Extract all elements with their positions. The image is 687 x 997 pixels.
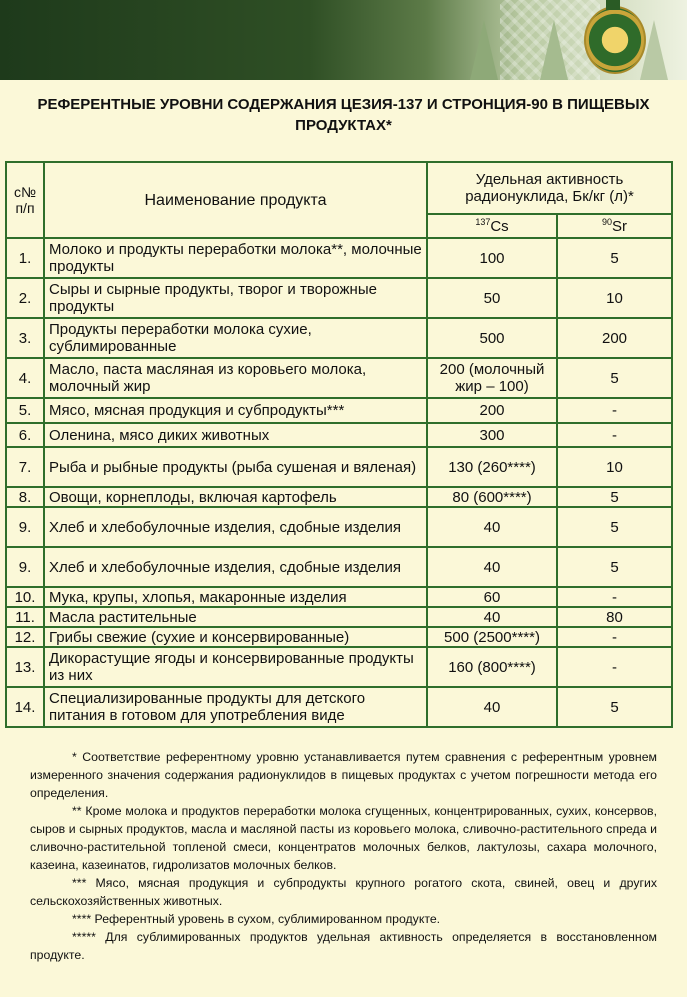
cs137-value: 130 (260****) (427, 447, 557, 487)
emblem-logo (584, 6, 646, 74)
row-number: 1. (6, 238, 44, 278)
table-row (6, 238, 672, 278)
row-number: 10. (6, 587, 44, 607)
row-number: 3. (6, 318, 44, 358)
column-header-cs137 (427, 214, 557, 238)
fir-tree-decoration (540, 20, 568, 80)
table-row (6, 358, 672, 398)
row-number: 4. (6, 358, 44, 398)
cs137-value: 50 (427, 278, 557, 318)
footnote: ***** Для сублимированных продуктов удельная активность определяется в восстановленном продукте. (30, 930, 657, 962)
cs137-value: 200 (молочный жир – 100) (427, 358, 557, 398)
product-name: Продукты переработки молока сухие, сублимированные (44, 318, 427, 358)
row-number: 5. (6, 398, 44, 423)
column-header-product: Наименование продукта (44, 162, 427, 238)
sr90-value: 5 (557, 547, 672, 587)
product-name: Рыба и рыбные продукты (рыба сушеная и вяленая) (44, 447, 427, 487)
row-number: 13. (6, 647, 44, 687)
footnotes (30, 748, 657, 964)
header-banner (0, 0, 687, 80)
footnote: ** Кроме молока и продуктов переработки молока сгущенных, концентрированных, сухих, консервов, сыров и сырных продуктов, масла и масляной пасты из коровьего молока, сливочно-растительного спреда и сливочно-растительной топленой смеси, концентратов молочных белков, лактулозы, сахара молочного, казеина, казеинатов, гидролизатов молочных белков. (30, 804, 657, 872)
sr90-value: 200 (557, 318, 672, 358)
cs-mass-number: 137 (475, 216, 491, 227)
table-row (6, 398, 672, 423)
sr90-value: - (557, 647, 672, 687)
product-name: Масла растительные (44, 607, 427, 627)
cs137-value: 40 (427, 507, 557, 547)
product-name: Сыры и сырные продукты, творог и творожные продукты (44, 278, 427, 318)
footnote: *** Мясо, мясная продукция и субпродукты крупного рогатого скота, свиней, овец и других сельскохозяйственных животных. (30, 876, 657, 908)
product-name: Дикорастущие ягоды и консервированные продукты из них (44, 647, 427, 687)
sr90-value: - (557, 423, 672, 447)
emblem-ribbon (606, 0, 620, 10)
cs137-value: 40 (427, 547, 557, 587)
row-number: 2. (6, 278, 44, 318)
cs137-value: 80 (600****) (427, 487, 557, 507)
sr90-value: 5 (557, 687, 672, 727)
sr-symbol: Sr (612, 217, 627, 235)
sr90-value: - (557, 398, 672, 423)
product-name: Масло, паста масляная из коровьего молока, молочный жир (44, 358, 427, 398)
footnote: **** Референтный уровень в сухом, сублимированном продукте. (72, 912, 441, 926)
sr90-value: 5 (557, 358, 672, 398)
table-row (6, 687, 672, 727)
cs137-value: 40 (427, 607, 557, 627)
table-row (6, 607, 672, 627)
cs137-value: 160 (800****) (427, 647, 557, 687)
row-number: 8. (6, 487, 44, 507)
row-number: 9. (6, 507, 44, 547)
product-name: Оленина, мясо диких животных (44, 423, 427, 447)
table-row (6, 547, 672, 587)
cs137-value: 200 (427, 398, 557, 423)
table-row (6, 423, 672, 447)
column-header-sr90 (557, 214, 672, 238)
table-row (6, 318, 672, 358)
cs137-value: 500 (427, 318, 557, 358)
row-number: 9. (6, 547, 44, 587)
row-number: 14. (6, 687, 44, 727)
product-name: Хлеб и хлебобулочные изделия, сдобные изделия (44, 507, 427, 547)
reference-levels-table (5, 161, 673, 728)
sr90-value: 5 (557, 238, 672, 278)
sr90-value: 10 (557, 447, 672, 487)
table-row (6, 587, 672, 607)
cs137-value: 40 (427, 687, 557, 727)
page-title: РЕФЕРЕНТНЫЕ УРОВНИ СОДЕРЖАНИЯ ЦЕЗИЯ-137 И СТРОНЦИЯ-90 В ПИЩЕВЫХ ПРОДУКТАХ* (37, 96, 650, 134)
column-header-activity: Удельная активность радионуклида, Бк/кг (л)* (427, 162, 672, 214)
sr90-value: 10 (557, 278, 672, 318)
product-name: Мясо, мясная продукция и субпродукты*** (44, 398, 427, 423)
product-name: Молоко и продукты переработки молока**, молочные продукты (44, 238, 427, 278)
row-number: 11. (6, 607, 44, 627)
sr90-value: - (557, 587, 672, 607)
table-row (6, 647, 672, 687)
table-row (6, 627, 672, 647)
product-name: Грибы свежие (сухие и консервированные) (44, 627, 427, 647)
row-number: 6. (6, 423, 44, 447)
cs137-value: 60 (427, 587, 557, 607)
footnote: * Соответствие референтному уровню устанавливается путем сравнения с референтным уровнем измеренного значения содержания радионуклидов в пищевых продуктах с учетом погрешности метода его определения. (30, 750, 657, 800)
sr90-value: - (557, 627, 672, 647)
cs137-value: 300 (427, 423, 557, 447)
column-header-number: с№ п/п (6, 162, 44, 238)
table-row (6, 487, 672, 507)
sr90-value: 5 (557, 507, 672, 547)
row-number: 12. (6, 627, 44, 647)
table-row (6, 278, 672, 318)
product-name: Специализированные продукты для детского питания в готовом для употребления виде (44, 687, 427, 727)
table-row (6, 447, 672, 487)
sr90-value: 80 (557, 607, 672, 627)
table-row (6, 507, 672, 547)
row-number: 7. (6, 447, 44, 487)
cs137-value: 100 (427, 238, 557, 278)
fir-tree-decoration (470, 20, 498, 80)
product-name: Хлеб и хлебобулочные изделия, сдобные изделия (44, 547, 427, 587)
sr-mass-number: 90 (601, 216, 612, 227)
product-name: Овощи, корнеплоды, включая картофель (44, 487, 427, 507)
table-header-row (6, 162, 672, 214)
sr90-value: 5 (557, 487, 672, 507)
product-name: Мука, крупы, хлопья, макаронные изделия (44, 587, 427, 607)
cs-symbol: Cs (490, 217, 509, 235)
cs137-value: 500 (2500****) (427, 627, 557, 647)
